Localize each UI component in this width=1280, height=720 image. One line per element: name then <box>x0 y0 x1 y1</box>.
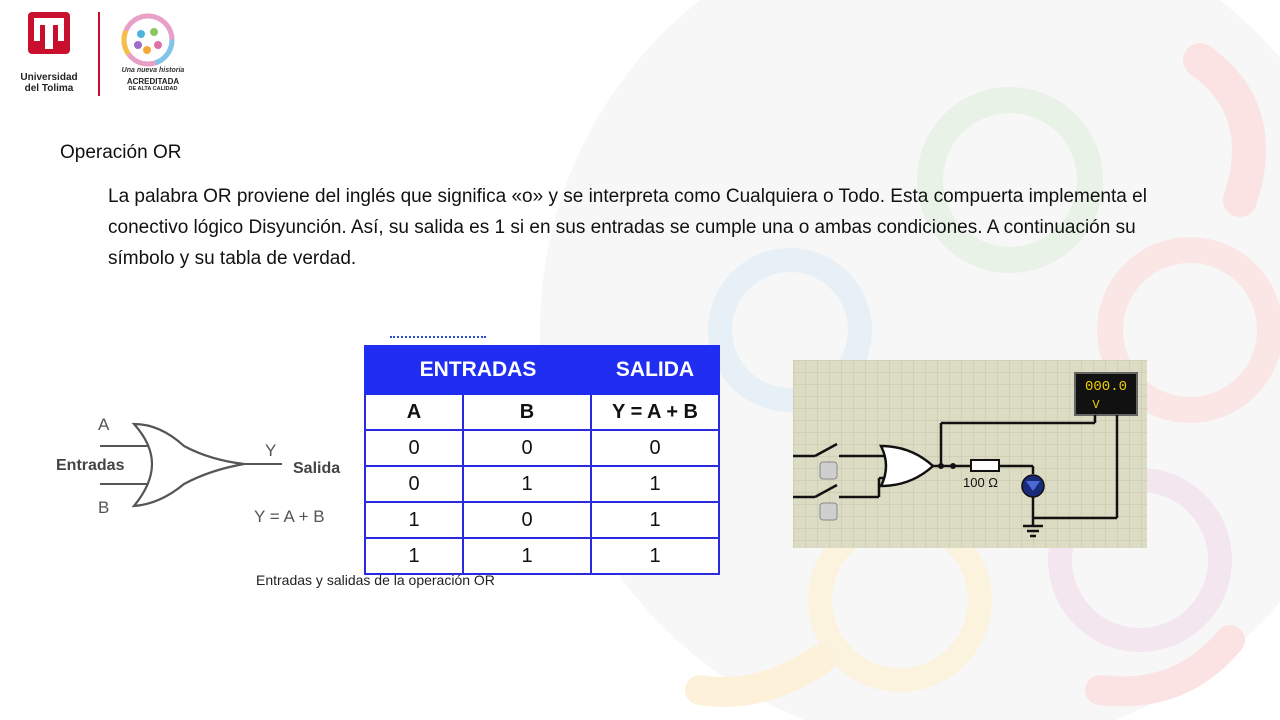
cell-y: 1 <box>591 502 719 538</box>
or-gate-symbol <box>50 400 360 530</box>
cell-y: 1 <box>591 466 719 502</box>
gate-equation: Y = A + B <box>254 507 325 526</box>
cell-a: 1 <box>365 538 463 574</box>
university-name <box>14 72 84 94</box>
switch-a-button[interactable] <box>820 462 837 479</box>
cell-b: 0 <box>463 502 591 538</box>
gate-output-y-label: Y <box>265 441 277 460</box>
resistor-label: 100 Ω <box>963 475 999 490</box>
accreditation-detail: DE ALTA CALIDAD <box>128 86 178 92</box>
description-paragraph: La palabra OR proviene del inglés que significa «o» y se interpreta como Cualquiera o Todo. Esta compuerta implementa el conectivo lógico Disyunción. Así, su salida es 1 si en sus entradas se cumple una o ambas condiciones. A continuación su símbolo y su tabla de verdad. <box>108 186 1147 269</box>
output-header: SALIDA <box>591 346 719 394</box>
accreditation-tagline: Una nueva historia <box>121 67 185 74</box>
gate-inputs-label: Entradas <box>56 457 125 474</box>
accreditation-logo-icon <box>120 12 176 68</box>
gate-input-b-label: B <box>98 498 110 517</box>
university-name-line2: del Tolima <box>24 83 74 94</box>
cell-a: 0 <box>365 466 463 502</box>
table-caption: Entradas y salidas de la operación OR <box>256 572 495 588</box>
column-b-header: B <box>463 394 591 430</box>
cell-b: 0 <box>463 430 591 466</box>
university-name-line1: Universidad <box>20 72 78 83</box>
cell-b: 1 <box>463 466 591 502</box>
voltmeter-value: 000.0 <box>1084 379 1128 395</box>
circuit-simulation <box>793 360 1147 548</box>
accreditation-status: ACREDITADA <box>126 77 180 86</box>
table-row <box>365 430 719 466</box>
table-row <box>365 502 719 538</box>
cell-b: 1 <box>463 538 591 574</box>
gate-input-a-label: A <box>98 415 110 434</box>
table-row <box>365 538 719 574</box>
cell-y: 1 <box>591 538 719 574</box>
switch-b-button[interactable] <box>820 503 837 520</box>
cell-a: 0 <box>365 430 463 466</box>
voltmeter-unit: V <box>1092 398 1100 412</box>
table-top-decoration <box>390 336 486 341</box>
cell-y: 0 <box>591 430 719 466</box>
truth-table-group-header <box>365 346 719 394</box>
table-row <box>365 466 719 502</box>
gate-output-label: Salida <box>293 460 341 477</box>
inputs-header: ENTRADAS <box>365 346 591 394</box>
cell-a: 1 <box>365 502 463 538</box>
truth-table-column-header <box>365 394 719 430</box>
column-y-header: Y = A + B <box>591 394 719 430</box>
section-title: Operación OR <box>60 142 182 163</box>
truth-table <box>364 345 720 575</box>
column-a-header: A <box>365 394 463 430</box>
resistor-component <box>971 460 999 471</box>
header-logos <box>14 10 194 100</box>
logo-divider <box>98 12 100 96</box>
